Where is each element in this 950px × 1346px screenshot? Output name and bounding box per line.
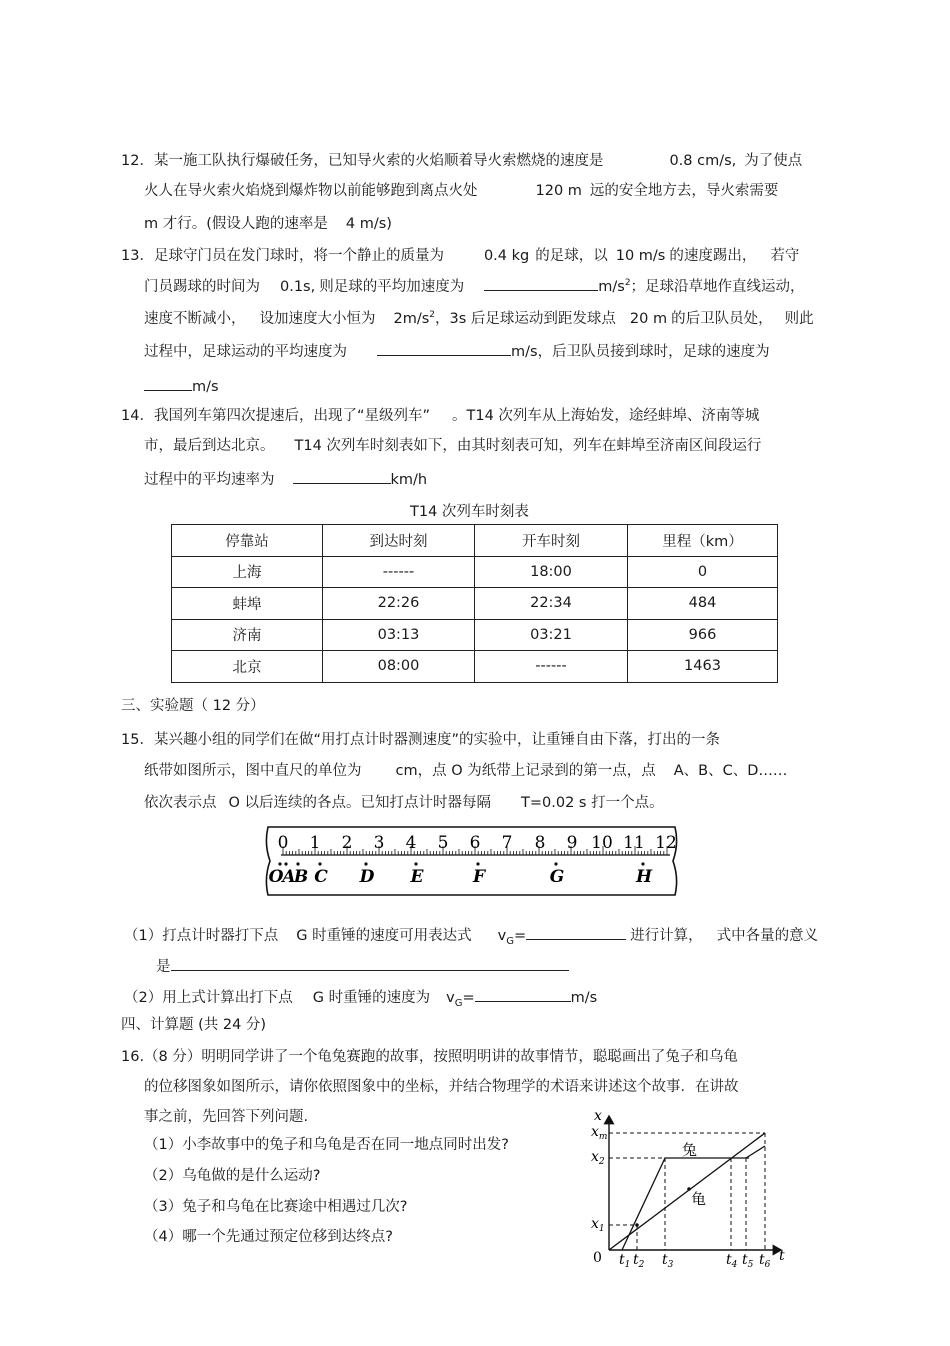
- q16-question: （1）小李故事中的兔子和乌龟是否在同一地点同时出发?: [144, 1137, 509, 1153]
- y-tick: $x_m$: [591, 1124, 608, 1142]
- table-header: 里程（km）: [628, 525, 778, 557]
- x-tick: $t_2$: [633, 1252, 645, 1270]
- meeting-point: [635, 1223, 639, 1227]
- q13-line-3: 速度不断减小， 设加速度大小恒为 $2m/s^2$，3s 后足球运动到距发球点 20 m 的后卫队员处， 则此: [144, 310, 814, 327]
- q16-question: （3）兔子和乌龟在比赛途中相遇过几次?: [144, 1199, 408, 1215]
- q13-line-5: m/s: [144, 376, 219, 397]
- table-row: [172, 619, 778, 651]
- ruler-number: 12: [655, 833, 677, 853]
- x-axis-label: t: [779, 1248, 785, 1264]
- ruler-number: 2: [341, 833, 353, 853]
- q12-line-3: m 才行。(假设人跑的速率是 4 m/s): [144, 216, 392, 232]
- table-header: 到达时刻: [323, 525, 475, 557]
- table-row: [172, 556, 778, 588]
- q14-line-2: 市，最后到达北京。 T14 次列车时刻表如下，由其时刻表可知，列车在蚌埠至济南区间段运行: [144, 438, 762, 454]
- tape-point-label: A: [282, 867, 296, 887]
- final-velocity-answer-blank[interactable]: [144, 376, 192, 391]
- table-cell: 0: [628, 556, 778, 588]
- table-cell: 08:00: [323, 651, 475, 683]
- rabbit-label: 兔: [682, 1141, 698, 1159]
- rabbit-final-segment: [746, 1146, 765, 1158]
- velocity-expression-blank[interactable]: [526, 925, 626, 940]
- tape-dot: [296, 862, 299, 865]
- table-cell: ------: [475, 651, 628, 683]
- ruler-number: 4: [405, 833, 417, 853]
- average-velocity-answer-blank[interactable]: [377, 341, 511, 356]
- tape-point-label: F: [472, 867, 486, 887]
- ruler-number: 7: [501, 833, 513, 853]
- x-tick: $t_3$: [662, 1252, 674, 1270]
- table-row: [172, 588, 778, 620]
- q15-sub-1-cont: 是: [156, 956, 569, 977]
- variable-meaning-blank[interactable]: [171, 956, 569, 971]
- table-cell: 18:00: [475, 556, 628, 588]
- table-cell: 22:34: [475, 588, 628, 620]
- q13-line-2: 门员踢球的时间为 0.1s, 则足球的平均加速度为 $m/s^2$；足球沿草地作直线运动，: [144, 276, 805, 297]
- y-tick: $x_2$: [591, 1149, 605, 1167]
- y-tick: $x_1$: [591, 1216, 605, 1234]
- table-cell: 03:21: [475, 619, 628, 651]
- q13-line-4: 过程中，足球运动的平均速度为 m/s，后卫队员接到球时，足球的速度为: [144, 341, 770, 362]
- tape-point-label: O: [268, 867, 284, 887]
- q16-line-1: 16.（8 分）明明同学讲了一个龟兔赛跑的故事，按照明明讲的故事情节，聪聪画出了兔子和乌龟: [121, 1049, 738, 1065]
- q15-line-2: 纸带如图所示，图中直尺的单位为 cm，点 O 为纸带上记录到的第一点，点 A、B、C、D……: [144, 763, 788, 779]
- q16-line-2: 的位移图象如图所示，请你依照图象中的坐标，并结合物理学的术语来讲述这个故事．在讲故: [144, 1079, 739, 1095]
- velocity-value-blank[interactable]: [475, 987, 571, 1002]
- q15-sub-1: （1）打点计时器打下点 G 时重锤的速度可用表达式 $v_G=$ 进行计算， 式中各量的意义: [124, 925, 818, 946]
- x-tick: $t_5$: [742, 1252, 754, 1270]
- x-tick-labels: [619, 1252, 771, 1270]
- turtle-label: 龟: [691, 1190, 707, 1208]
- table-row: [172, 651, 778, 683]
- q12-line-2: 火人在导火索火焰烧到爆炸物以前能够跑到离点火处 120 m 远的安全地方去，导火索需要: [144, 183, 779, 199]
- ruler-number: 11: [623, 833, 645, 853]
- table-header-row: [172, 525, 778, 557]
- y-tick-labels: [591, 1124, 607, 1234]
- table-cell: 22:26: [323, 588, 475, 620]
- q12-line-1: 12．某一施工队执行爆破任务，已知导火索的火焰顺着导火索燃烧的速度是 0.8 cm/s, 为了使点: [121, 153, 803, 169]
- table-cell: 蚌埠: [172, 588, 323, 620]
- q16-line-3: 事之前，先回答下列问题.: [144, 1109, 309, 1125]
- tape-dot: [414, 862, 417, 865]
- acceleration-answer-blank[interactable]: [484, 276, 598, 291]
- table-cell: 1463: [628, 651, 778, 683]
- timetable-title: T14 次列车时刻表: [410, 504, 529, 520]
- q14-line-1: 14．我国列车第四次提速后，出现了“星级列车” 。T14 次列车从上海始发，途经蚌埠、济南等城: [121, 408, 760, 424]
- table-header: 开车时刻: [475, 525, 628, 557]
- tape-point-label: G: [549, 867, 565, 887]
- table-cell: 03:13: [323, 619, 475, 651]
- tape-dot: [364, 862, 367, 865]
- origin-label: 0: [593, 1250, 602, 1266]
- ruler-number: 10: [591, 833, 613, 853]
- q13-line-1: 13．足球守门员在发门球时，将一个静止的质量为 0.4 kg 的足球，以 10 m/s 的速度踢出， 若守: [121, 248, 800, 264]
- table-cell: 北京: [172, 651, 323, 683]
- table-cell: 上海: [172, 556, 323, 588]
- ruler-number: 3: [373, 833, 385, 853]
- tape-point-label: E: [410, 867, 424, 887]
- table-cell: 484: [628, 588, 778, 620]
- q16-question: （4）哪一个先通过预定位移到达终点?: [144, 1229, 393, 1245]
- tape-point-label: D: [359, 867, 375, 887]
- tape-point-label: C: [314, 867, 328, 887]
- y-axis-label: x: [594, 1108, 602, 1124]
- tape-point-label: B: [293, 867, 309, 887]
- ruler-number: 1: [309, 833, 321, 853]
- train-timetable: [171, 524, 778, 683]
- section-4-heading: 四、计算题 (共 24 分): [121, 1017, 267, 1033]
- tape-dot: [554, 862, 557, 865]
- table-header: 停靠站: [172, 525, 323, 557]
- tape-dot: [641, 862, 644, 865]
- tape-dot: [318, 862, 321, 865]
- ruler-number: 9: [566, 833, 578, 853]
- q15-line-1: 15．某兴趣小组的同学们在做“用打点计时器测速度”的实验中，让重锤自由下落，打出的一条: [121, 732, 720, 748]
- position-time-graph: [585, 1108, 790, 1270]
- ruler-number: 5: [437, 833, 449, 853]
- ruler-tape-figure: [262, 824, 682, 898]
- tape-dot: [278, 862, 281, 865]
- section-3-heading: 三、实验题（ 12 分）: [121, 698, 265, 714]
- tape-dot: [284, 862, 287, 865]
- table-cell: 济南: [172, 619, 323, 651]
- average-speed-answer-blank[interactable]: [293, 469, 391, 484]
- table-cell: 966: [628, 619, 778, 651]
- ruler-number: 8: [534, 833, 546, 853]
- rabbit-line: [622, 1158, 749, 1250]
- x-tick: $t_1$: [619, 1252, 631, 1270]
- q16-question: （2）乌龟做的是什么运动?: [144, 1168, 321, 1184]
- tape-point-label: H: [635, 867, 653, 887]
- tape-dot: [476, 862, 479, 865]
- table-cell: ------: [323, 556, 475, 588]
- q15-sub-2: （2）用上式计算出打下点 G 时重锤的速度为 $v_G= m/s$: [124, 987, 597, 1008]
- q14-line-3: 过程中的平均速率为 km/h: [144, 469, 427, 490]
- x-tick: $t_4$: [726, 1252, 738, 1270]
- q15-line-3: 依次表示点 O 以后连续的各点。已知打点计时器每隔 T=0.02 s 打一个点。: [144, 795, 664, 811]
- x-tick: $t_6$: [759, 1252, 771, 1270]
- ruler-number: 0: [277, 833, 289, 853]
- ruler-number: 6: [469, 833, 481, 853]
